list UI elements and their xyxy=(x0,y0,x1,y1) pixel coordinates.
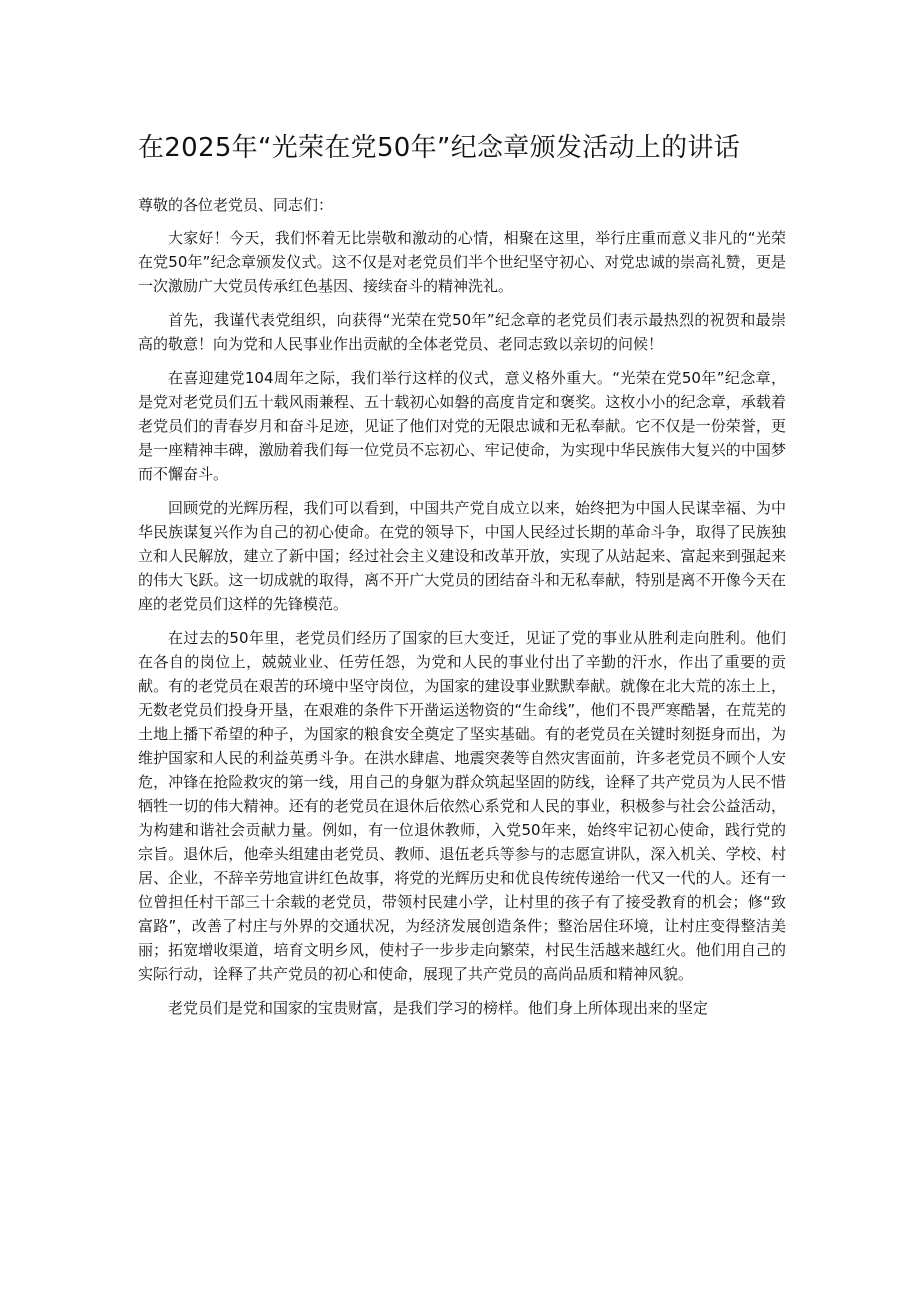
document-title: 在2025年“光荣在党50年”纪念章颁发活动上的讲话 xyxy=(138,133,740,163)
paragraph-greeting: 大家好！今天，我们怀着无比崇敬和激动的心情，相聚在这里，举行庄重而意义非凡的“光荣在党50年”纪念章颁发仪式。这不仅是对老党员们半个世纪坚守初心、对党忠诚的崇高礼赞，更是一次激励广大党员传承红色基因、接续奋斗的精神洗礼。 xyxy=(138,229,786,295)
document-page xyxy=(138,0,786,1020)
paragraph-role-models: 老党员们是党和国家的宝贵财富，是我们学习的榜样。他们身上所体现出来的坚定 xyxy=(168,999,709,1017)
paragraph-congratulations: 首先，我谨代表党组织，向获得“光荣在党50年”纪念章的老党员们表示最热烈的祝贺和最崇高的敬意！向为党和人民事业作出贡献的全体老党员、老同志致以亲切的问候！ xyxy=(138,311,786,353)
paragraph-significance: 在喜迎建党104周年之际，我们举行这样的仪式，意义格外重大。“光荣在党50年”纪念章，是党对老党员们五十载风雨兼程、五十载初心如磐的高度肯定和褒奖。这枚小小的纪念章，承载着老党员们的青春岁月和奋斗足迹，见证了他们对党的无限忠诚和无私奉献。它不仅是一份荣誉，更是一座精神丰碑，激励着我们每一位党员不忘初心、牢记使命，为实现中华民族伟大复兴的中国梦而不懈奋斗。 xyxy=(138,369,786,483)
salutation: 尊敬的各位老党员、同志们： xyxy=(138,196,334,214)
paragraph-party-history: 回顾党的光辉历程，我们可以看到，中国共产党自成立以来，始终把为中国人民谋幸福、为中华民族谋复兴作为自己的初心使命。在党的领导下，中国人民经过长期的革命斗争，取得了民族独立和人民解放，建立了新中国；经过社会主义建设和改革开放，实现了从站起来、富起来到强起来的伟大飞跃。这一切成就的取得，离不开广大党员的团结奋斗和无私奉献，特别是离不开像今天在座的老党员们这样的先锋模范。 xyxy=(138,499,786,613)
paragraph-past-50-years: 在过去的50年里，老党员们经历了国家的巨大变迁，见证了党的事业从胜利走向胜利。他们在各自的岗位上，兢兢业业、任劳任怨，为党和人民的事业付出了辛勤的汗水，作出了重要的贡献。有的老党员在艰苦的环境中坚守岗位，为国家的建设事业默默奉献。就像在北大荒的冻土上，无数老党员们投身开垦，在艰难的条件下开凿运送物资的“生命线”，他们不畏严寒酷暑，在荒芜的土地上播下希望的种子，为国家的粮食安全奠定了坚实基础。有的老党员在关键时刻挺身而出，为维护国家和人民的利益英勇斗争。在洪水肆虐、地震突袭等自然灾害面前，许多老党员不顾个人安危，冲锋在抢险救灾的第一线，用自己的身躯为群众筑起坚固的防线，诠释了共产党员为人民不惜牺牲一切的伟大精神。还有的老党员在退休后依然心系党和人民的事业，积极参与社会公益活动，为构建和谐社会贡献力量。例如，有一位退休教师，入党50年来，始终牢记初心使命，践行党的宗旨。退休后，他牵头组建由老党员、教师、退伍老兵等参与的志愿宣讲队，深入机关、学校、村居、企业，不辞辛劳地宣讲红色故事，将党的光辉历史和优良传统传递给一代又一代的人。还有一位曾担任村干部三十余载的老党员，带领村民建小学，让村里的孩子有了接受教育的机会；修“致富路”，改善了村庄与外界的交通状况，为经济发展创造条件；整治居住环境，让村庄变得整洁美丽；拓宽增收渠道，培育文明乡风，使村子一步步走向繁荣，村民生活越来越红火。他们用自己的实际行动，诠释了共产党员的初心和使命，展现了共产党员的高尚品质和精神风貌。 xyxy=(138,629,786,983)
